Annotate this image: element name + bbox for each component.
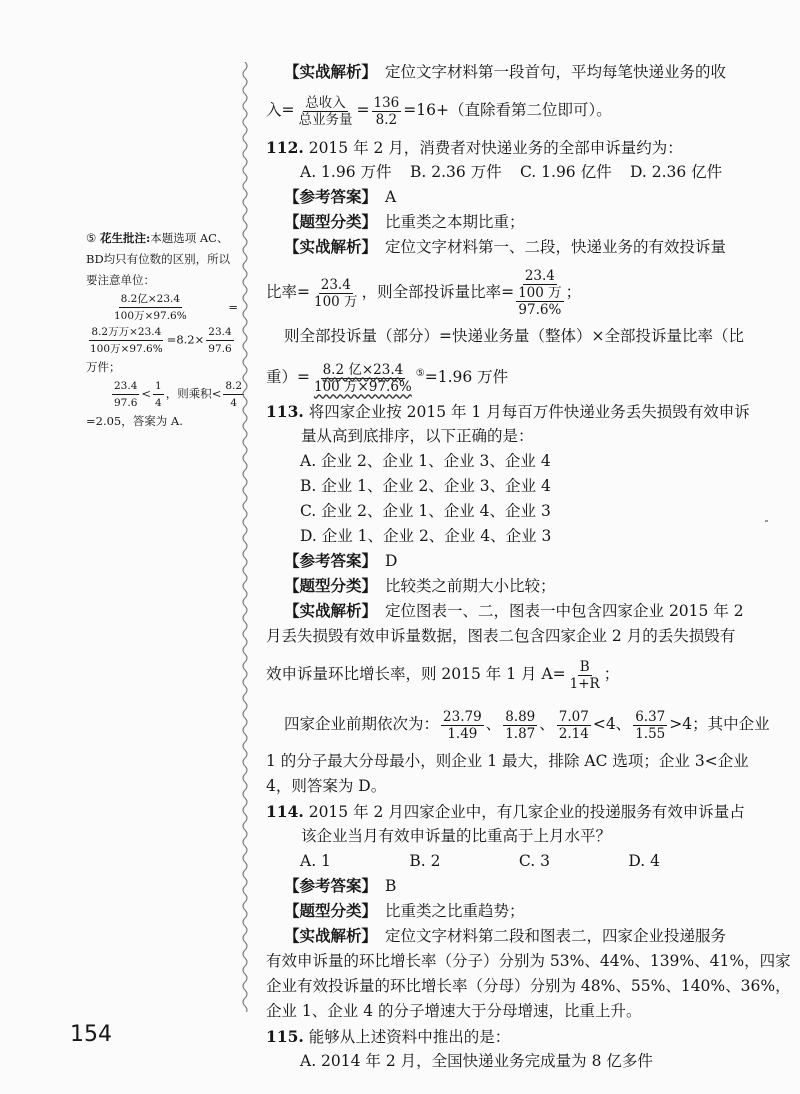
side-note-unit: 万件；: [86, 360, 121, 374]
option-b: B. 2: [409, 852, 441, 870]
option-b: B. 2.36 万件: [410, 163, 502, 181]
intro-analysis-line: 【实战解析】 定位文字材料第一段首句，平均每笔快递业务的收: [284, 63, 727, 81]
question-115: 115. 能够从上述资料中推出的是：: [266, 1027, 511, 1046]
type-113: 【题型分类】 比较类之前期大小比较；: [284, 577, 556, 595]
question-112: 112. 2015 年 2 月，消费者对快递业务的全部申诉量约为：: [266, 138, 683, 157]
option-c: C. 1.96 亿件: [520, 163, 612, 181]
analysis-113-line-b: 4，则答案为 D。: [266, 777, 387, 795]
question-113: 113. 将四家企业按 2015 年 1 月每百万件快递业务丢失损毁有效申诉: [266, 402, 750, 421]
option-c: C. 3: [518, 852, 550, 870]
type-112: 【题型分类】 比重类之本期比重；: [284, 213, 525, 231]
option-113-d: D. 企业 1、企业 2、企业 4、企业 3: [300, 527, 552, 545]
option-a: A. 1: [300, 852, 331, 870]
main-content: [266, 60, 791, 1074]
answer-114: 【参考答案】 B: [284, 877, 397, 895]
calc-112-line1: 则全部投诉量（部分）=快递业务量（整体）×全部投诉量比率（比: [284, 327, 744, 345]
option-113-c: C. 企业 2、企业 1、企业 4、企业 3: [300, 502, 551, 520]
question-114-cont: 该企业当月有效申诉量的比重高于上月水平？: [301, 827, 612, 845]
answer-113: 【参考答案】 D: [284, 552, 398, 570]
scan-speck: [765, 520, 768, 522]
side-note-formula-1: $\frac{\text{8.2亿×23.4}}{\text{100万×97.6\%}}$ =: [114, 293, 238, 322]
analysis-113-line-a: 1 的分子最大分母最小，则企业 1 最大，排除 AC 选项；企业 3<企业: [266, 752, 749, 770]
analysis-114-line2: 有效申诉量的环比增长率（分子）分别为 53%、44%、139%、41%，四家: [266, 952, 791, 970]
option-113-a: A. 企业 2、企业 1、企业 3、企业 4: [300, 452, 551, 470]
analysis-114-line3: 企业有效投诉量的环比增长率（分母）分别为 48%、55%、140%、36%，: [266, 977, 791, 995]
analysis-tag: 【实战解析】: [284, 63, 378, 81]
question-113-cont: 量从高到底排序，以下正确的是：: [301, 427, 534, 445]
option-115-a: A. 2014 年 2 月，全国快递业务完成量为 8 亿多件: [300, 1052, 653, 1070]
side-note: [86, 228, 243, 432]
intro-formula-line: 入= $\frac{\text{总收入}}{\text{总业务量}}$ = $\frac{136}{8.2}$ =16+（直除看第二位即可）。: [266, 94, 612, 128]
calc-112-line2: 重）= $\frac{\text{8.2 亿×23.4}}{\text{100 万×97.6\%}}$ ⑤=1.96 万件: [266, 361, 509, 395]
question-114: 114. 2015 年 2 月四家企业中，有几家企业的投递服务有效申诉量占: [266, 802, 745, 821]
option-d: D. 4: [628, 852, 660, 870]
option-a: A. 1.96 万件: [300, 163, 392, 181]
wavy-divider: [240, 62, 250, 1012]
options-112: [266, 160, 740, 185]
analysis-113-line2: 月丢失损毁有效申诉量数据，图表二包含四家企业 2 月的丢失损毁有: [266, 627, 736, 645]
side-note-formula-2: $\frac{\text{8.2万万×23.4}}{\text{100万×97.6\%}}$ =8.2× $\frac{23.4}{97.6}$: [90, 326, 232, 355]
type-114: 【题型分类】 比重类之比重趋势；: [284, 902, 525, 920]
side-note-conclusion: =2.05，答案为 A.: [86, 414, 183, 428]
prior-period-values: 四家企业前期依次为： $\frac{23.79}{1.49}$ 、 $\frac{8.89}{1.87}$ 、 $\frac{7.07}{2.14}$ <4、 $\frac{6.37}{1.55}$ >4；其中企业: [284, 708, 770, 742]
analysis-113-formula: 效申诉量环比增长率，则 2015 年 1 月 A= $\frac{B}{1+R}$ ；: [266, 658, 620, 692]
side-note-intro: ⑤ 花生批注:本题选项 AC、BD均只有位数的区别，所以要注意单位：: [86, 231, 231, 287]
analysis-113: 【实战解析】 定位图表一、二，图表一中包含四家企业 2015 年 2: [284, 602, 744, 620]
side-note-formula-3: $\frac{23.4}{97.6}$ < $\frac{1}{4}$ ，则乘积< $\frac{8.2}{4}$: [114, 380, 243, 409]
side-note-label: 花生批注:: [99, 231, 151, 245]
ratio-formula-112: 比率= $\frac{23.4}{\text{100 万}}$ ，则全部投诉量比率= 23.4 100 万 97.6% ；: [266, 268, 582, 318]
analysis-112: 【实战解析】 定位文字材料第一、二段，快递业务的有效投诉量: [284, 238, 727, 256]
options-114: [266, 849, 660, 874]
analysis-114-line4: 企业 1、企业 4 的分子增速大于分母增速，比重上升。: [266, 1002, 642, 1020]
page-number: 154: [70, 1022, 112, 1047]
analysis-114: 【实战解析】 定位文字材料第二段和图表二，四家企业投递服务: [284, 927, 727, 945]
option-113-b: B. 企业 1、企业 2、企业 3、企业 4: [300, 477, 551, 495]
answer-112: 【参考答案】 A: [284, 188, 397, 206]
option-d: D. 2.36 亿件: [630, 163, 723, 181]
